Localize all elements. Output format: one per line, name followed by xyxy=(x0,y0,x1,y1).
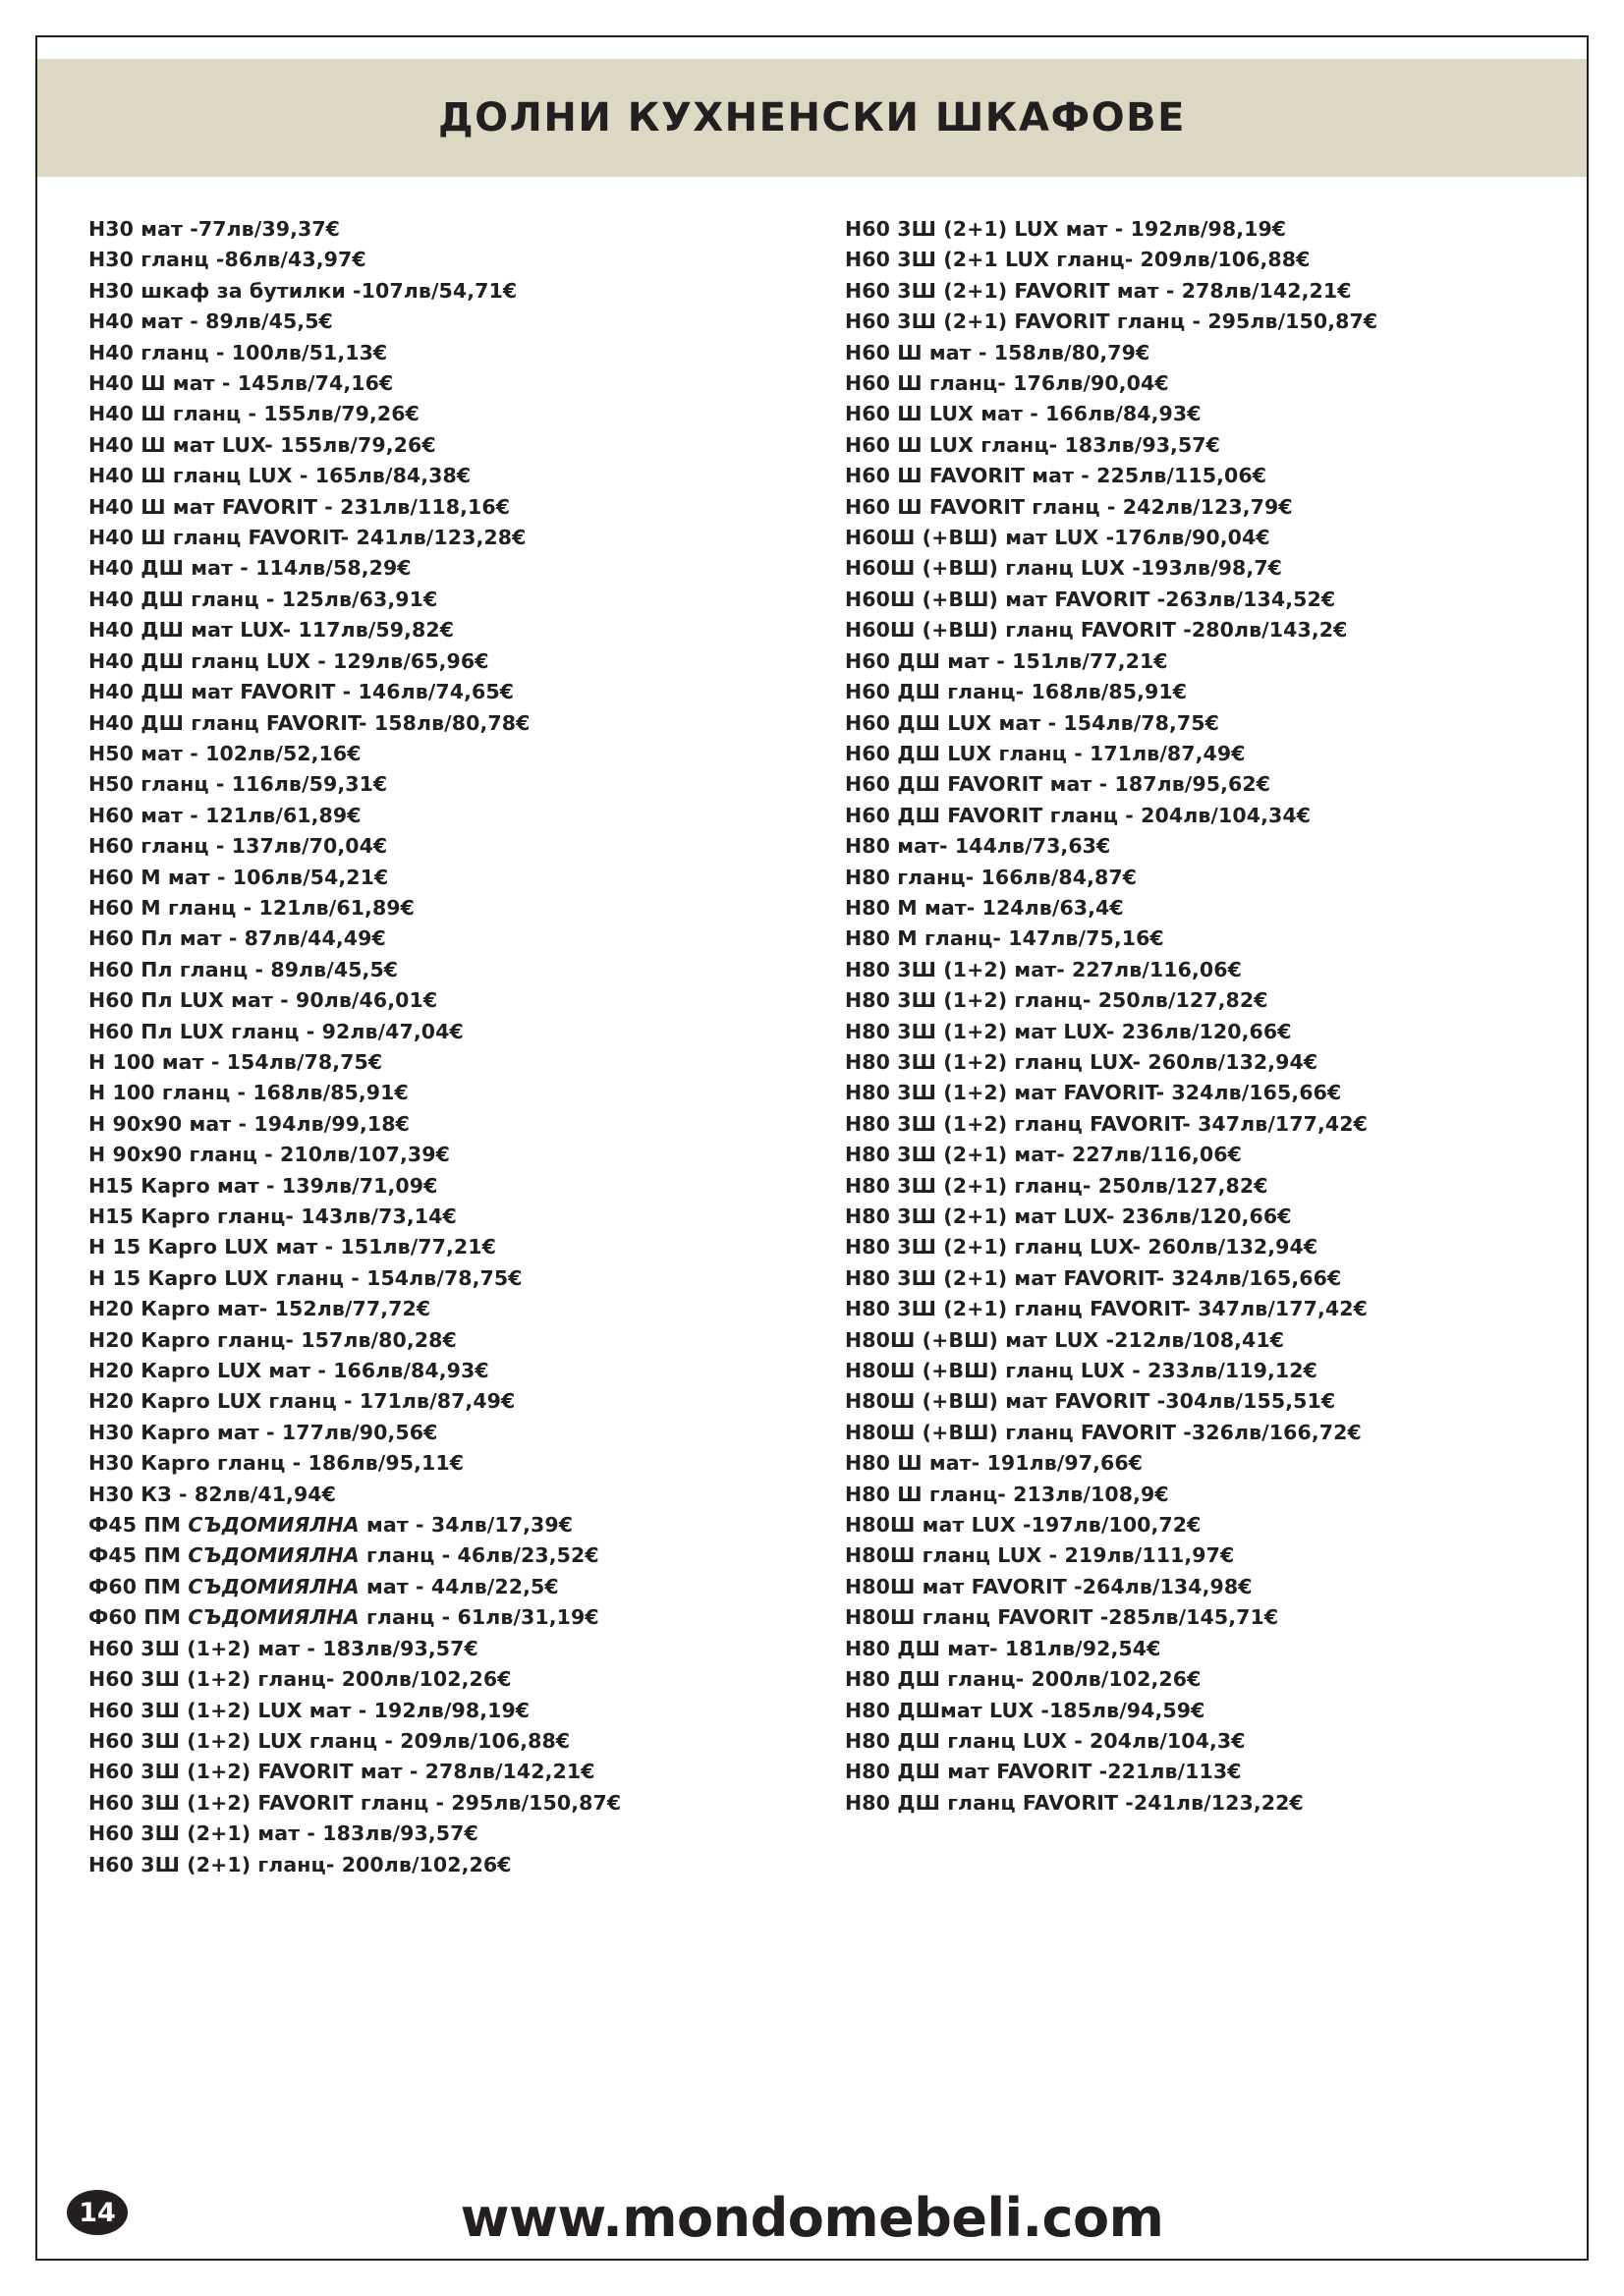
price-list-item: Н40 ДШ мат FAVORIT - 146лв/74,65€ xyxy=(88,680,515,704)
price-list-item: Н80Ш мат LUX -197лв/100,72€ xyxy=(845,1513,1202,1538)
price-list-item: Н60Ш (+ВШ) гланц LUX -193лв/98,7€ xyxy=(845,556,1283,581)
price-list-item: Н40 Ш гланц FAVORIT- 241лв/123,28€ xyxy=(88,526,527,550)
price-list-item: Н80 М гланц- 147лв/75,16€ xyxy=(845,926,1164,951)
price-list-item: Н80 ДШ гланц LUX - 204лв/104,3€ xyxy=(845,1728,1246,1753)
price-list-item: Н60 Пл гланц - 89лв/45,5€ xyxy=(88,957,399,981)
price-list-item: Н80 Ш мат- 191лв/97,66€ xyxy=(845,1451,1144,1476)
price-list-item: Н40 ДШ гланц - 125лв/63,91€ xyxy=(88,587,438,611)
price-list-item: Ф45 ПМ СЪДОМИЯЛНА мат - 34лв/17,39€ xyxy=(88,1513,574,1538)
price-list-item: Н80 3Ш (2+1) мат- 227лв/116,06€ xyxy=(845,1143,1242,1167)
price-list-item: Н40 ДШ мат - 114лв/58,29€ xyxy=(88,556,412,581)
price-list-item: Н60 М гланц - 121лв/61,89€ xyxy=(88,895,416,920)
price-list-item: Н40 Ш гланц - 155лв/79,26€ xyxy=(88,402,420,426)
price-list-item: Н40 гланц - 100лв/51,13€ xyxy=(88,340,388,364)
price-list-item: Н60 Ш FAVORIT гланц - 242лв/123,79€ xyxy=(845,494,1293,519)
price-list-item: Н80 3Ш (1+2) мат FAVORIT- 324лв/165,66€ xyxy=(845,1081,1342,1105)
price-list-item: Н20 Карго гланц- 157лв/80,28€ xyxy=(88,1327,457,1352)
price-list-item: Н60 Ш FAVORIT мат - 225лв/115,06€ xyxy=(845,464,1267,488)
price-list-item: Н80 ДШмат LUX -185лв/94,59€ xyxy=(845,1698,1205,1722)
price-list-item: Н80 3Ш (1+2) гланц- 250лв/127,82€ xyxy=(845,988,1268,1013)
price-list-item: Н60 Пл мат - 87лв/44,49€ xyxy=(88,926,386,951)
price-list-item: Н60 Пл LUX гланц - 92лв/47,04€ xyxy=(88,1019,464,1043)
price-list-item: Н60 Ш гланц- 176лв/90,04€ xyxy=(845,371,1169,396)
price-list-item: Н60 М мат - 106лв/54,21€ xyxy=(88,865,389,889)
price-list-item: Н60 3Ш (1+2) мат - 183лв/93,57€ xyxy=(88,1636,478,1660)
price-list-item: Н80Ш гланц LUX - 219лв/111,97€ xyxy=(845,1543,1235,1568)
price-list-item: Н50 мат - 102лв/52,16€ xyxy=(88,741,362,765)
price-list-item: Н40 Ш гланц LUX - 165лв/84,38€ xyxy=(88,464,472,488)
price-list-item: Н60 Ш мат - 158лв/80,79€ xyxy=(845,340,1150,364)
price-list-item: Н80Ш мат FAVORIT -264лв/134,98€ xyxy=(845,1574,1253,1598)
price-list-item: Н 100 мат - 154лв/78,75€ xyxy=(88,1049,383,1074)
price-list-item: Н40 ДШ гланц FAVORIT- 158лв/80,78€ xyxy=(88,710,531,735)
price-list-item: Н60 3Ш (1+2) FAVORIT гланц - 295лв/150,87€ xyxy=(88,1790,622,1815)
price-list-item: Н80 ДШ гланц- 200лв/102,26€ xyxy=(845,1667,1202,1692)
price-list-item: Н80 Ш гланц- 213лв/108,9€ xyxy=(845,1482,1169,1506)
price-list-item: Н15 Карго мат - 139лв/71,09€ xyxy=(88,1173,438,1198)
price-list-item: Н 15 Карго LUX мат - 151лв/77,21€ xyxy=(88,1235,497,1260)
price-list-item: Н80 ДШ гланц FAVORIT -241лв/123,22€ xyxy=(845,1790,1304,1815)
price-list-item: Н80 3Ш (2+1) гланц FAVORIT- 347лв/177,42€ xyxy=(845,1297,1369,1321)
price-list-item: Н50 гланц - 116лв/59,31€ xyxy=(88,772,388,797)
price-list-item: Н60 3Ш (2+1) мат - 183лв/93,57€ xyxy=(88,1821,478,1846)
price-list-item: Н 90х90 гланц - 210лв/107,39€ xyxy=(88,1143,450,1167)
price-list-item: Н80 М мат- 124лв/63,4€ xyxy=(845,895,1124,920)
price-list-item: Н60Ш (+ВШ) мат LUX -176лв/90,04€ xyxy=(845,526,1270,550)
price-list-item: Н30 Карго гланц - 186лв/95,11€ xyxy=(88,1451,465,1476)
price-list-item: Н60 мат - 121лв/61,89€ xyxy=(88,803,362,827)
price-list-item: Н80 мат- 144лв/73,63€ xyxy=(845,834,1111,859)
price-list-item: Н30 шкаф за бутилки -107лв/54,71€ xyxy=(88,278,518,303)
price-list-item: Н80 3Ш (1+2) гланц LUX- 260лв/132,94€ xyxy=(845,1049,1318,1074)
price-list-item: Н80Ш гланц FAVORIT -285лв/145,71€ xyxy=(845,1605,1279,1630)
price-list-item: Н60 Пл LUX мат - 90лв/46,01€ xyxy=(88,988,438,1013)
price-list-item: Н80 3Ш (1+2) гланц FAVORIT- 347лв/177,42€ xyxy=(845,1111,1369,1136)
page-number-badge: 14 xyxy=(67,2190,128,2235)
price-list-item: Н80 3Ш (1+2) мат LUX- 236лв/120,66€ xyxy=(845,1019,1292,1043)
price-list-item: Н60 ДШ LUX мат - 154лв/78,75€ xyxy=(845,710,1219,735)
price-list-item: Н30 гланц -86лв/43,97€ xyxy=(88,248,366,272)
price-list-item: Н80Ш (+ВШ) мат LUX -212лв/108,41€ xyxy=(845,1327,1285,1352)
price-list-item: Н80 3Ш (2+1) гланц- 250лв/127,82€ xyxy=(845,1173,1268,1198)
price-list-item: Н60 Ш LUX гланц- 183лв/93,57€ xyxy=(845,432,1221,457)
price-list xyxy=(88,214,1542,1880)
price-column-right xyxy=(815,214,1542,1880)
price-list-item: Н20 Карго LUX мат - 166лв/84,93€ xyxy=(88,1359,489,1383)
price-list-item: Н20 Карго LUX гланц - 171лв/87,49€ xyxy=(88,1389,516,1414)
price-list-item: Н60 3Ш (2+1) LUX мат - 192лв/98,19€ xyxy=(845,217,1287,241)
price-list-item: Н60Ш (+ВШ) гланц FAVORIT -280лв/143,2€ xyxy=(845,618,1348,643)
price-list-item: Н60Ш (+ВШ) мат FAVORIT -263лв/134,52€ xyxy=(845,587,1336,611)
price-list-item: Н60 3Ш (1+2) FAVORIT мат - 278лв/142,21€ xyxy=(88,1760,595,1784)
price-list-item: Н30 Карго мат - 177лв/90,56€ xyxy=(88,1420,438,1444)
price-list-item: Н40 Ш мат FAVORIT - 231лв/118,16€ xyxy=(88,494,511,519)
price-list-item: Н80 3Ш (2+1) мат LUX- 236лв/120,66€ xyxy=(845,1204,1292,1228)
price-list-item: Н40 мат - 89лв/45,5€ xyxy=(88,309,333,334)
price-list-item: Н30 мат -77лв/39,37€ xyxy=(88,217,341,241)
price-list-item: Н60 ДШ LUX гланц - 171лв/87,49€ xyxy=(845,741,1246,765)
price-list-item: Н 100 гланц - 168лв/85,91€ xyxy=(88,1081,409,1105)
price-column-left xyxy=(88,214,815,1880)
price-list-item: Н60 3Ш (2+1) FAVORIT гланц - 295лв/150,87€ xyxy=(845,309,1378,334)
price-list-item: Н60 3Ш (1+2) гланц- 200лв/102,26€ xyxy=(88,1667,512,1692)
price-list-item: Н40 Ш мат - 145лв/74,16€ xyxy=(88,371,394,396)
price-list-item: Н80 3Ш (1+2) мат- 227лв/116,06€ xyxy=(845,957,1242,981)
page-header-band xyxy=(37,59,1587,177)
price-list-item: Н60 гланц - 137лв/70,04€ xyxy=(88,834,388,859)
price-list-item: Н40 Ш мат LUX- 155лв/79,26€ xyxy=(88,432,436,457)
price-list-item: Н 15 Карго LUX гланц - 154лв/78,75€ xyxy=(88,1265,523,1290)
price-list-item: Н20 Карго мат- 152лв/77,72€ xyxy=(88,1297,431,1321)
price-list-item: Н60 3Ш (1+2) LUX гланц - 209лв/106,88€ xyxy=(88,1728,571,1753)
price-list-item: Н60 3Ш (2+1) FAVORIT мат - 278лв/142,21€ xyxy=(845,278,1352,303)
price-list-item: Н40 ДШ гланц LUX - 129лв/65,96€ xyxy=(88,648,489,673)
price-list-item: Н60 ДШ FAVORIT мат - 187лв/95,62€ xyxy=(845,772,1271,797)
price-list-item: Н80Ш (+ВШ) гланц LUX - 233лв/119,12€ xyxy=(845,1359,1318,1383)
price-list-item: Н80 ДШ мат FAVORIT -221лв/113€ xyxy=(845,1760,1242,1784)
price-list-item: Н80 гланц- 166лв/84,87€ xyxy=(845,865,1138,889)
price-list-item: Н60 Ш LUX мат - 166лв/84,93€ xyxy=(845,402,1202,426)
price-list-item: Н80Ш (+ВШ) гланц FAVORIT -326лв/166,72€ xyxy=(845,1420,1362,1444)
price-list-item: Н30 КЗ - 82лв/41,94€ xyxy=(88,1482,337,1506)
price-list-item: Н80 ДШ мат- 181лв/92,54€ xyxy=(845,1636,1161,1660)
price-list-item: Н80Ш (+ВШ) мат FAVORIT -304лв/155,51€ xyxy=(845,1389,1336,1414)
price-list-item: Ф60 ПМ СЪДОМИЯЛНА мат - 44лв/22,5€ xyxy=(88,1574,559,1598)
price-list-item: Н60 3Ш (2+1) гланц- 200лв/102,26€ xyxy=(88,1852,512,1876)
page-title: ДОЛНИ КУХНЕНСКИ ШКАФОВЕ xyxy=(438,95,1186,140)
price-list-item: Н60 3Ш (1+2) LUX мат - 192лв/98,19€ xyxy=(88,1698,531,1722)
price-list-item: Н60 ДШ мат - 151лв/77,21€ xyxy=(845,648,1168,673)
price-list-item: Н80 3Ш (2+1) гланц LUX- 260лв/132,94€ xyxy=(845,1235,1318,1260)
price-list-item: Н15 Карго гланц- 143лв/73,14€ xyxy=(88,1204,457,1228)
price-list-item: Н60 3Ш (2+1 LUX гланц- 209лв/106,88€ xyxy=(845,248,1311,272)
website-url: www.mondomebeli.com xyxy=(460,2187,1164,2249)
price-list-item: Н40 ДШ мат LUX- 117лв/59,82€ xyxy=(88,618,455,643)
price-list-item: Н80 3Ш (2+1) мат FAVORIT- 324лв/165,66€ xyxy=(845,1265,1342,1290)
price-list-item: Н 90х90 мат - 194лв/99,18€ xyxy=(88,1111,410,1136)
price-list-item: Н60 ДШ FAVORIT гланц - 204лв/104,34€ xyxy=(845,803,1312,827)
price-list-item: Н60 ДШ гланц- 168лв/85,91€ xyxy=(845,680,1188,704)
price-list-item: Ф60 ПМ СЪДОМИЯЛНА гланц - 61лв/31,19€ xyxy=(88,1605,599,1630)
price-list-item: Ф45 ПМ СЪДОМИЯЛНА гланц - 46лв/23,52€ xyxy=(88,1543,599,1568)
